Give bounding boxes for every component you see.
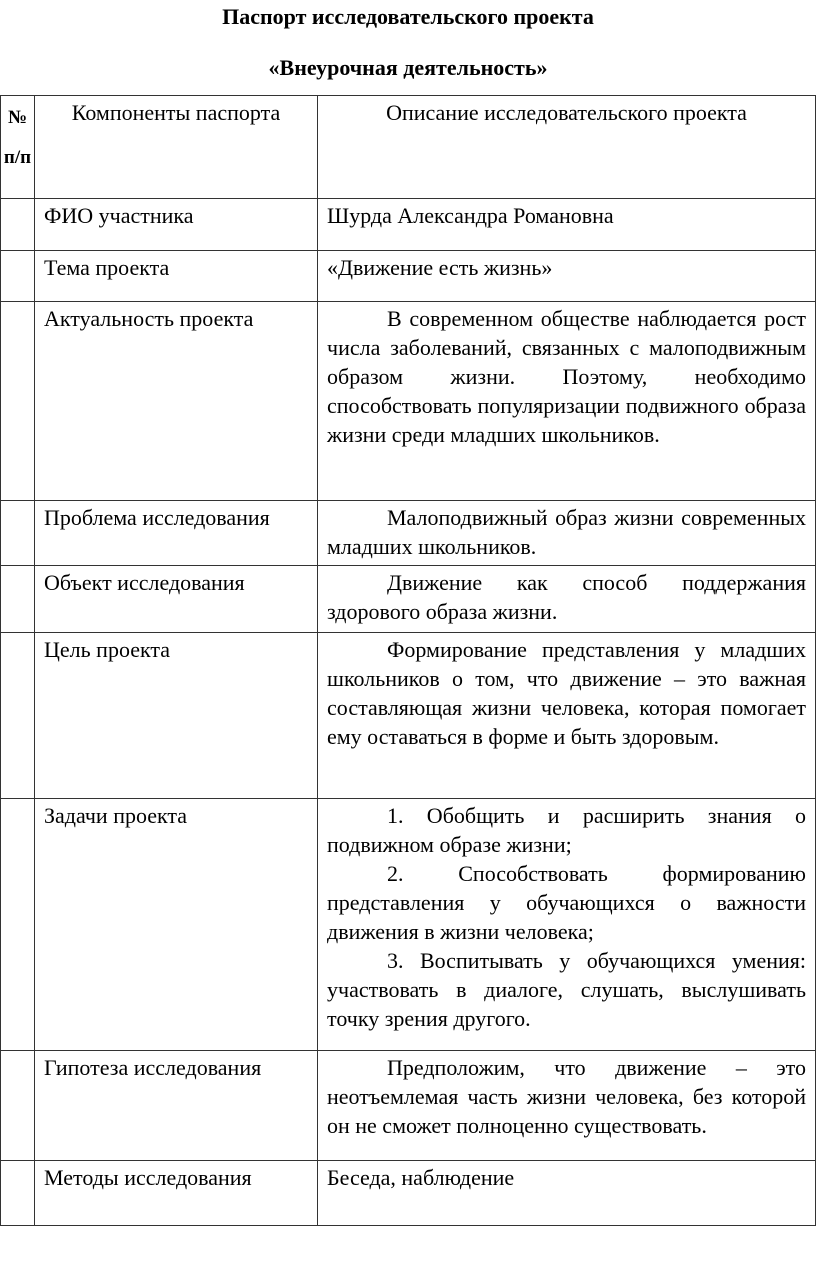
description-cell (318, 1051, 816, 1161)
row-num-cell (1, 799, 35, 1051)
description-paragraph: Малоподвижный образ жизни современных младших школьников. (327, 505, 806, 559)
description-paragraph: Шурда Александра Романовна (327, 203, 614, 228)
document-title: Паспорт исследовательского проекта (222, 4, 594, 29)
row-num-cell (1, 302, 35, 501)
table-row (1, 302, 816, 501)
row-num-cell (1, 1161, 35, 1226)
description-paragraph: 3. Воспитывать у обучающихся умения: участвовать в диалоге, слушать, выслушивать точку зрения другого. (327, 948, 806, 1031)
table-row (1, 199, 816, 251)
description-paragraph: Движение как способ поддержания здорового образа жизни. (327, 570, 806, 624)
component-cell: Методы исследования (35, 1161, 318, 1226)
description-paragraph: 1. Обобщить и расширить знания о подвижном образе жизни; (327, 803, 806, 857)
row-num-cell (1, 251, 35, 302)
row-num-cell (1, 199, 35, 251)
description-cell (318, 501, 816, 566)
component-cell: Гипотеза исследования (35, 1051, 318, 1161)
description-paragraph: В современном обществе наблюдается рост числа заболеваний, связанных с малоподвижным образом жизни. Поэтому, необходимо способствовать популяризации подвижного образа жизни среди младших школьников. (327, 306, 806, 447)
table-row (1, 566, 816, 633)
component-cell: Объект исследования (35, 566, 318, 633)
description-cell (318, 1161, 816, 1226)
table-row (1, 633, 816, 799)
table-row (1, 501, 816, 566)
header-num: № п/п (1, 96, 35, 199)
description-paragraph: Предположим, что движение – это неотъемлемая часть жизни человека, без которой он не сможет полноценно существовать. (327, 1055, 806, 1138)
passport-table (0, 95, 816, 1226)
header-description: Описание исследовательского проекта (318, 96, 816, 199)
table-row (1, 799, 816, 1051)
row-num-cell (1, 1051, 35, 1161)
table-row (1, 1161, 816, 1226)
row-num-cell (1, 501, 35, 566)
header-components: Компоненты паспорта (35, 96, 318, 199)
document-subtitle: «Внеурочная деятельность» (268, 55, 548, 80)
description-cell (318, 251, 816, 302)
description-cell (318, 302, 816, 501)
component-cell: Актуальность проекта (35, 302, 318, 501)
description-cell (318, 199, 816, 251)
description-cell (318, 566, 816, 633)
component-cell: ФИО участника (35, 199, 318, 251)
description-cell (318, 633, 816, 799)
component-cell: Цель проекта (35, 633, 318, 799)
description-paragraph: Формирование представления у младших школьников о том, что движение – это важная составляющая жизни человека, которая помогает ему оставаться в форме и быть здоровым. (327, 637, 806, 749)
description-paragraph: Беседа, наблюдение (327, 1165, 515, 1190)
description-cell (318, 799, 816, 1051)
table-header-row (1, 96, 816, 199)
row-num-cell (1, 566, 35, 633)
component-cell: Проблема исследования (35, 501, 318, 566)
description-paragraph: 2. Способствовать формированию представления у обучающихся о важности движения в жизни человека; (327, 861, 806, 944)
component-cell: Задачи проекта (35, 799, 318, 1051)
component-cell: Тема проекта (35, 251, 318, 302)
table-row (1, 251, 816, 302)
table-row (1, 1051, 816, 1161)
row-num-cell (1, 633, 35, 799)
description-paragraph: «Движение есть жизнь» (327, 255, 553, 280)
